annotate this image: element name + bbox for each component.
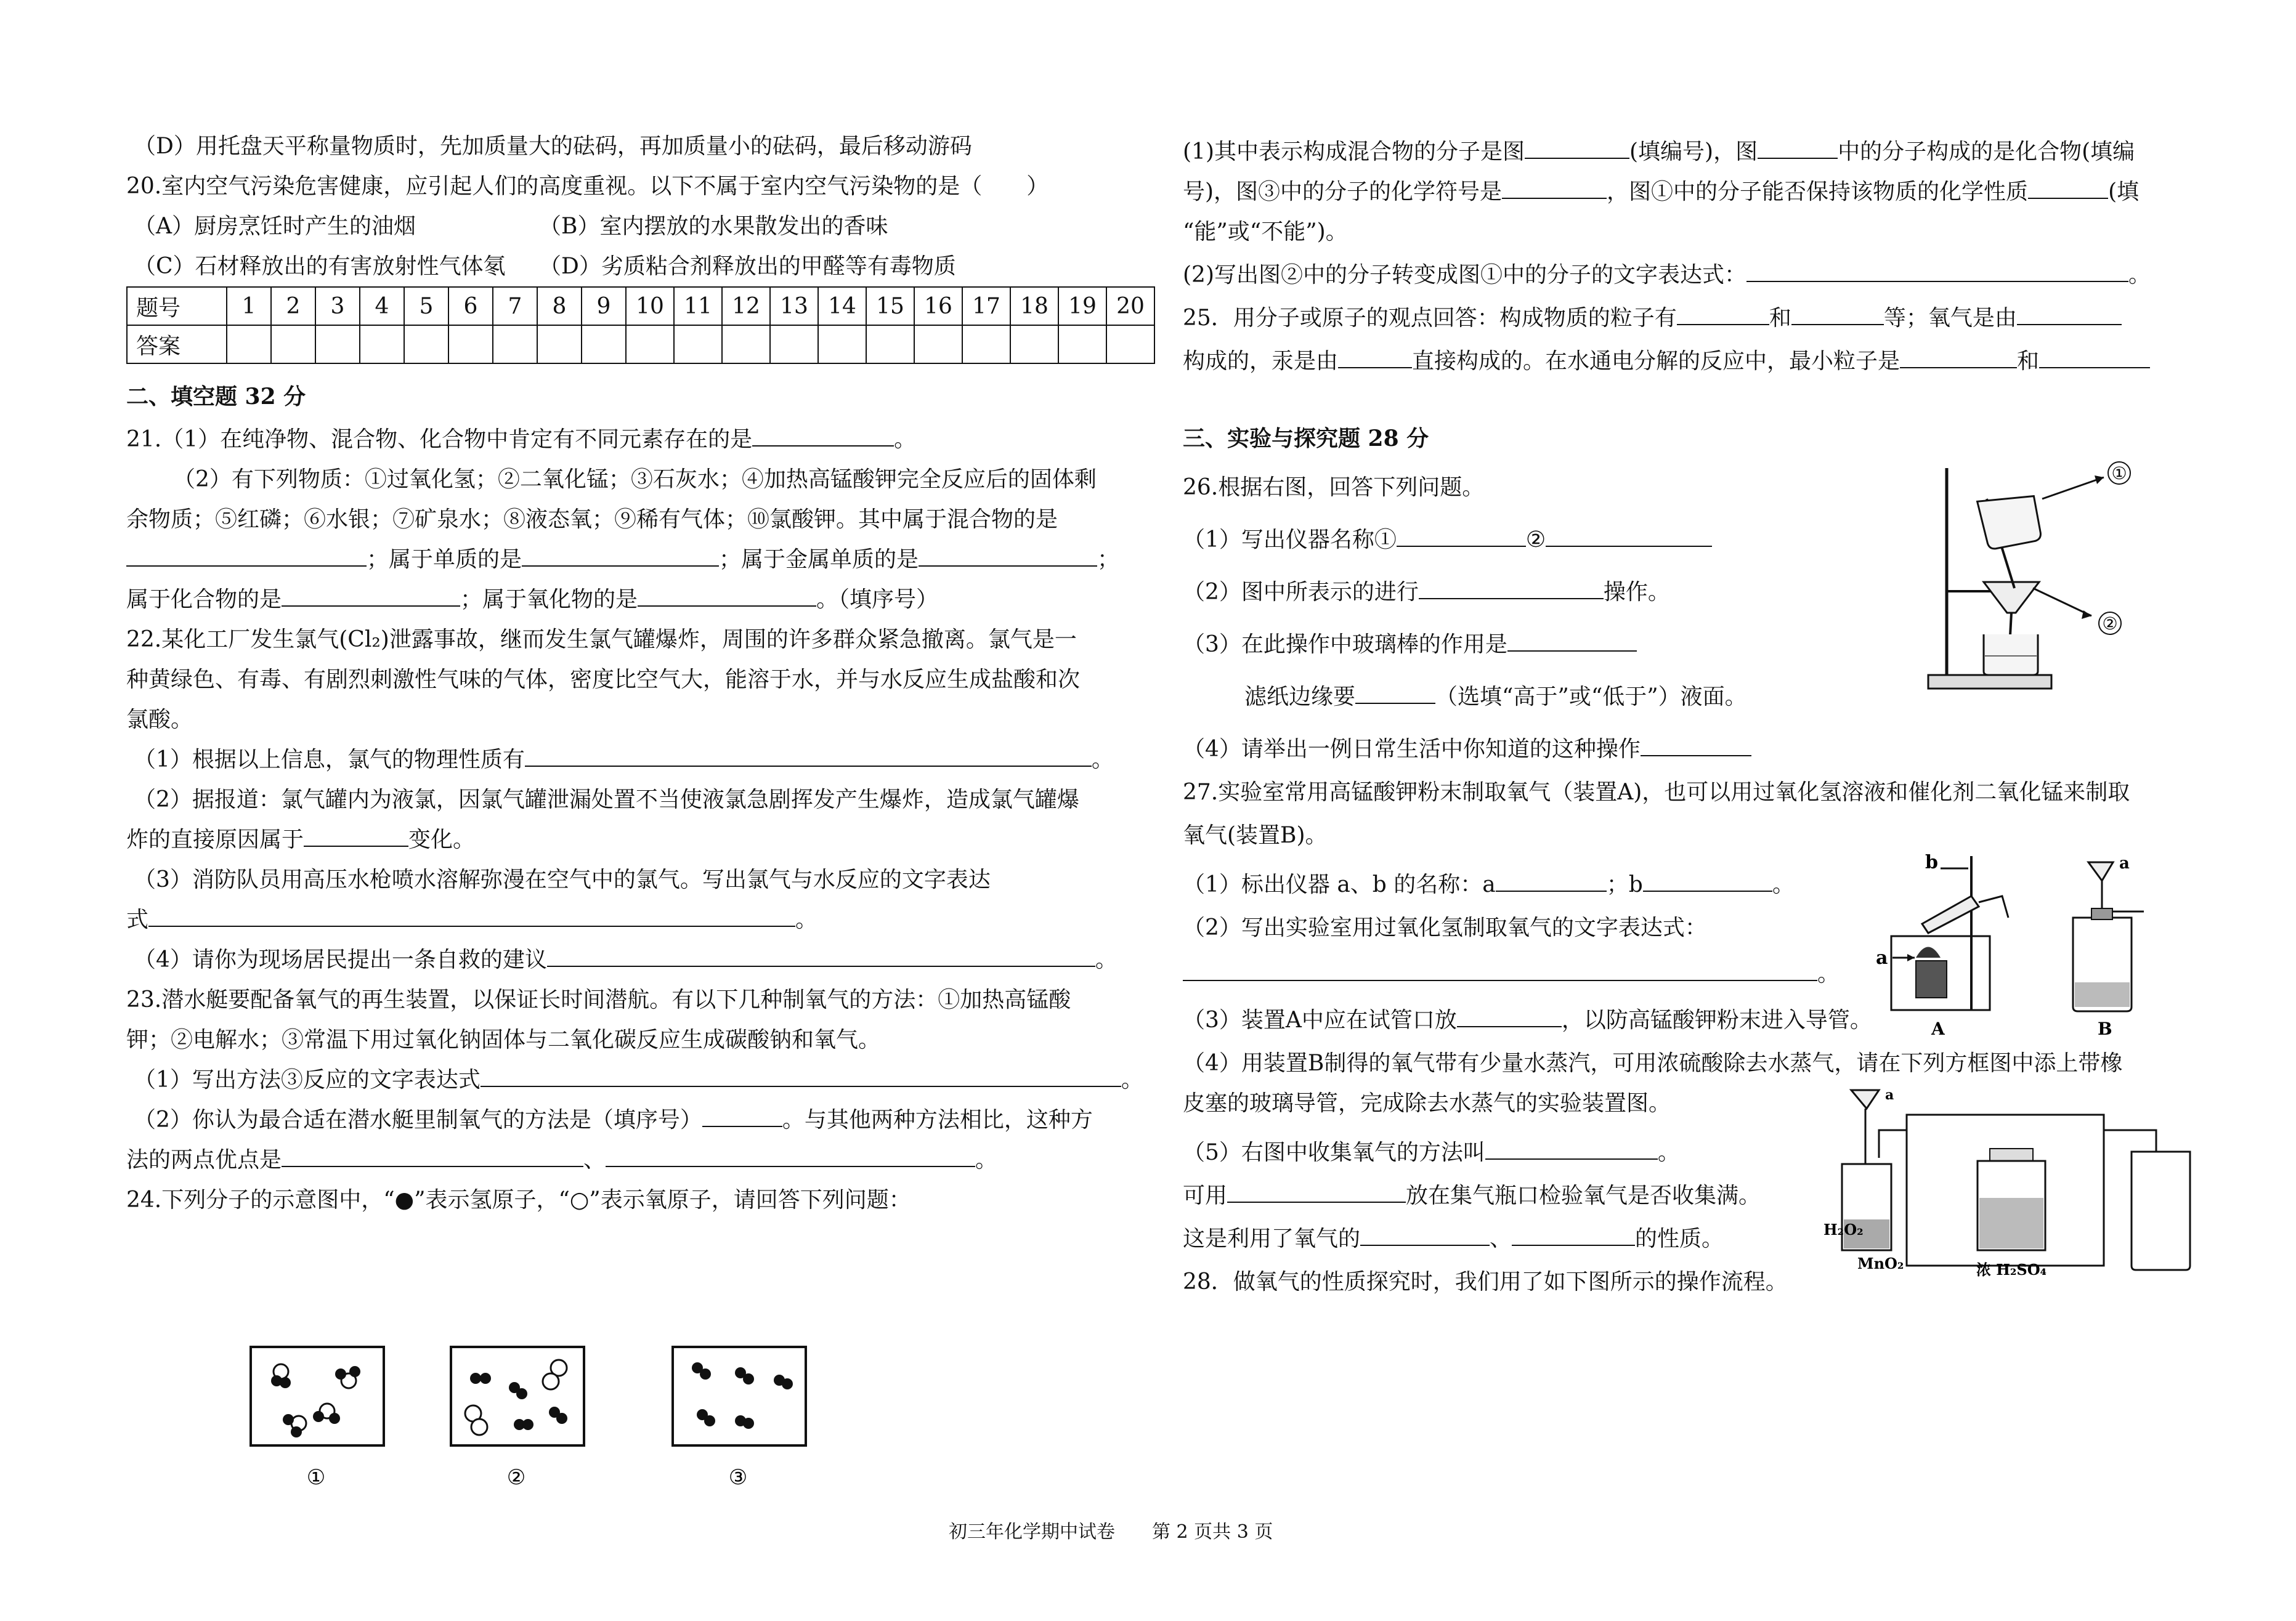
answer-blank[interactable] bbox=[752, 427, 894, 447]
q27-3-text: ，以防高锰酸钾粉末进入导管。 bbox=[1561, 1008, 1872, 1033]
apparatus-ab-diagram bbox=[1876, 850, 2162, 1041]
beaker-top bbox=[1974, 485, 2047, 556]
q22-2-text: 变化。 bbox=[408, 827, 476, 852]
section-2-heading: 二、填空题 32 分 bbox=[126, 384, 306, 410]
drying-bottle bbox=[1976, 1149, 2047, 1279]
answer-cell[interactable] bbox=[448, 325, 493, 363]
table-number: 8 bbox=[537, 287, 582, 325]
answer-cell[interactable] bbox=[271, 325, 315, 363]
answer-cell[interactable] bbox=[404, 325, 448, 363]
label-1: ① bbox=[2111, 463, 2127, 483]
q22-4 bbox=[134, 947, 1118, 974]
answer-blank[interactable] bbox=[638, 587, 816, 607]
q24-1-text: (1)其中表示构成混合物的分子是图 bbox=[1183, 139, 1525, 164]
q24-1-text: 号)，图③中的分子的化学符号是 bbox=[1183, 179, 1503, 204]
table-number: 12 bbox=[722, 287, 770, 325]
answer-blank[interactable] bbox=[304, 827, 408, 847]
q24-1-line3: “能”或“不能”)。 bbox=[1183, 219, 1348, 245]
molecule-diagrams bbox=[249, 1346, 989, 1500]
table-number: 2 bbox=[271, 287, 315, 325]
label-2: ② bbox=[2102, 613, 2118, 634]
label-A: A bbox=[1931, 1019, 1945, 1039]
q27-3 bbox=[1183, 1007, 1872, 1034]
q23-1 bbox=[134, 1067, 1143, 1094]
table-number: 4 bbox=[360, 287, 404, 325]
answer-cell[interactable] bbox=[227, 325, 271, 363]
answer-blank[interactable] bbox=[1360, 1226, 1490, 1246]
answer-blank[interactable] bbox=[547, 947, 1095, 967]
answer-blank[interactable] bbox=[481, 1067, 1121, 1087]
pointer-1 bbox=[2042, 477, 2104, 499]
q21-1 bbox=[126, 426, 916, 453]
q28-stem: 28．做氧气的性质探究时，我们用了如下图所示的操作流程。 bbox=[1183, 1269, 1788, 1295]
q20-stem: 20.室内空气污染危害健康，应引起人们的高度重视。以下不属于室内空气污染物的是（ ） bbox=[126, 174, 1049, 199]
punct: 。 bbox=[1091, 747, 1114, 772]
q24-1-line2 bbox=[1183, 179, 2139, 206]
q26-3-text: 滤纸边缘要 bbox=[1244, 684, 1356, 709]
label-mno2: MnO₂ bbox=[1857, 1255, 1904, 1272]
q23-2-text: 法的两点优点是 bbox=[126, 1147, 282, 1173]
table-number: 18 bbox=[1010, 287, 1058, 325]
fig-label-3: ③ bbox=[728, 1465, 748, 1490]
answer-cell[interactable] bbox=[818, 325, 866, 363]
answer-blank[interactable] bbox=[1641, 737, 1751, 756]
q21-2-line4 bbox=[126, 586, 938, 613]
answer-blank[interactable] bbox=[1496, 872, 1607, 892]
q26-2-text: （2）图中所表示的进行 bbox=[1183, 580, 1419, 605]
q27-5-text: 放在集气瓶口检验氧气是否收集满。 bbox=[1406, 1183, 1761, 1208]
q23-line2: 钾；②电解水；③常温下用过氧化钠固体与二氧化碳反应生成碳酸钠和氧气。 bbox=[126, 1027, 881, 1053]
answer-blank[interactable] bbox=[1183, 961, 1817, 981]
q21-1-text: 21.（1）在纯净物、混合物、化合物中肯定有不同元素存在的是 bbox=[126, 427, 753, 452]
label-b: b bbox=[1925, 852, 1938, 873]
q22-2-line1: （2）据报道：氯气罐内为液氯，因氯气罐泄漏处置不当使液氯急剧挥发产生爆炸，造成氯气罐爆 bbox=[134, 787, 1079, 812]
q27-1-text: ；b bbox=[1606, 872, 1643, 897]
collecting-bottle bbox=[2104, 1130, 2190, 1270]
q25-line1 bbox=[1183, 305, 2122, 332]
footer-page: 第 2 页共 3 页 bbox=[1152, 1521, 1273, 1543]
q21-2-text: ；属于金属单质的是 bbox=[719, 547, 919, 572]
q25-text: 等；氧气是由 bbox=[1883, 305, 2017, 331]
q21-2-text: 。（填序号） bbox=[816, 587, 939, 612]
answer-blank[interactable] bbox=[1457, 1008, 1562, 1027]
q21-2-text: 属于化合物的是 bbox=[126, 587, 282, 612]
q27-3-text: （3）装置A中应在试管口放 bbox=[1183, 1008, 1457, 1033]
punct: 。 bbox=[795, 907, 818, 932]
fig-label-2: ② bbox=[506, 1465, 526, 1490]
q23-2-text: 。与其他两种方法相比，这种方 bbox=[782, 1107, 1093, 1133]
q22-line3: 氯酸。 bbox=[126, 707, 193, 732]
answer-blank[interactable] bbox=[702, 1107, 782, 1127]
q27-line2: 氧气(装置B)。 bbox=[1183, 823, 1328, 848]
answer-blank[interactable] bbox=[148, 907, 795, 927]
q22-3-text: 式 bbox=[126, 907, 149, 932]
q20-option-a: （A）厨房烹饪时产生的油烟 bbox=[134, 214, 416, 239]
q22-4-text: （4）请你为现场居民提出一条自救的建议 bbox=[134, 947, 547, 972]
answer-blank[interactable] bbox=[1791, 305, 1884, 325]
q22-2-line2 bbox=[126, 827, 475, 854]
answer-blank[interactable] bbox=[1485, 1140, 1658, 1160]
answer-blank[interactable] bbox=[1900, 349, 2017, 368]
answer-cell[interactable] bbox=[770, 325, 818, 363]
q25-text: 和 bbox=[1769, 305, 1791, 331]
q22-3-line2 bbox=[126, 907, 817, 934]
label-h2so4: 浓 H₂SO₄ bbox=[1976, 1261, 2047, 1279]
q27-4-line2: 皮塞的玻璃导管，完成除去水蒸气的实验装置图。 bbox=[1183, 1091, 1671, 1116]
answer-cell[interactable] bbox=[1058, 325, 1106, 363]
stand-base bbox=[1928, 675, 2051, 689]
punct: ； bbox=[1097, 547, 1120, 572]
q25-line2 bbox=[1183, 348, 2150, 375]
q27-1-text: （1）标出仪器 a、b 的名称：a bbox=[1183, 872, 1496, 897]
q27-5-line3 bbox=[1183, 1226, 1724, 1253]
punct: 、 bbox=[1490, 1226, 1512, 1251]
punct: 。 bbox=[894, 427, 917, 452]
q22-1-text: （1）根据以上信息，氯气的物理性质有 bbox=[134, 747, 525, 772]
answer-blank[interactable] bbox=[282, 1147, 583, 1167]
table-number: 9 bbox=[582, 287, 626, 325]
answer-table bbox=[126, 286, 1155, 364]
q26-1-text: ② bbox=[1525, 527, 1546, 552]
answer-cell[interactable] bbox=[626, 325, 674, 363]
table-number: 15 bbox=[866, 287, 914, 325]
answer-blank[interactable] bbox=[1512, 1226, 1635, 1246]
answer-cell[interactable] bbox=[315, 325, 360, 363]
q22-line2: 种黄绿色、有毒、有剧烈刺激性气味的气体，密度比空气大，能溶于水，并与水反应生成盐酸和次 bbox=[126, 667, 1081, 692]
table-number: 14 bbox=[818, 287, 866, 325]
apparatus-a bbox=[1876, 852, 2008, 1039]
answer-blank[interactable] bbox=[1502, 179, 1607, 199]
answer-blank[interactable] bbox=[1758, 139, 1838, 159]
molecule-box-3 bbox=[673, 1347, 806, 1445]
answer-blank[interactable] bbox=[525, 747, 1092, 767]
q27-5 bbox=[1183, 1139, 1680, 1166]
q23-1-text: （1）写出方法③反应的文字表达式 bbox=[134, 1067, 481, 1093]
answer-blank[interactable] bbox=[1338, 349, 1412, 368]
section-3-heading: 三、实验与探究题 28 分 bbox=[1183, 426, 1429, 451]
q20-option-b: （B）室内摆放的水果散发出的香味 bbox=[539, 214, 888, 239]
answer-blank[interactable] bbox=[282, 587, 460, 607]
q19-option-d: （D）用托盘天平称量物质时，先加质量大的砝码，再加质量小的砝码，最后移动游码 bbox=[134, 134, 972, 159]
answer-cell[interactable] bbox=[1010, 325, 1058, 363]
q26-3 bbox=[1183, 631, 1637, 658]
q27-line1: 27.实验室常用高锰酸钾粉末制取氧气（装置A)，也可以用过氧化氢溶液和催化剂二氧化锰来制取 bbox=[1183, 780, 2130, 805]
q27-2: （2）写出实验室用过氧化氢制取氧气的文字表达式： bbox=[1183, 915, 1707, 940]
q24-1-text: ，图①中的分子能否保持该物质的化学性质 bbox=[1607, 179, 2029, 204]
pointer-2 bbox=[2033, 588, 2091, 616]
q20-option-d: （D）劣质粘合剂释放出的甲醛等有毒物质 bbox=[539, 254, 956, 279]
answer-blank[interactable] bbox=[1397, 527, 1526, 547]
generator-flask bbox=[1823, 1087, 1907, 1272]
q24-1-text: (填编号)，图 bbox=[1629, 139, 1758, 164]
answer-blank[interactable] bbox=[2028, 179, 2108, 199]
table-number: 5 bbox=[404, 287, 448, 325]
answer-blank[interactable] bbox=[1419, 580, 1604, 599]
label-B: B bbox=[2098, 1019, 2112, 1039]
drying-apparatus-diagram bbox=[1823, 1087, 2218, 1293]
answer-blank[interactable] bbox=[919, 547, 1097, 567]
q26-3b bbox=[1244, 684, 1747, 711]
answer-cell[interactable] bbox=[493, 325, 537, 363]
q24-1-text: (填 bbox=[2108, 179, 2140, 204]
q21-2-line2: 余物质；⑤红磷；⑥水银；⑦矿泉水；⑧液态氧；⑨稀有气体；⑩氯酸钾。其中属于混合物的是 bbox=[126, 507, 1058, 532]
q23-line1: 23.潜水艇要配备氧气的再生装置，以保证长时间潜航。有以下几种制氧气的方法：①加热高锰酸 bbox=[126, 987, 1071, 1013]
q24-stem: 24.下列分子的示意图中，“●”表示氢原子，“○”表示氧原子，请回答下列问题： bbox=[126, 1187, 911, 1213]
q20-option-c: （C）石材释放出的有害放射性气体氡 bbox=[134, 254, 506, 279]
answer-table-answer-row bbox=[127, 325, 1154, 363]
label-a: a bbox=[1885, 1087, 1894, 1103]
q21-2-line1: （2）有下列物质：①过氧化氢；②二氧化锰；③石灰水；④加热高锰酸钾完全反应后的固体剩 bbox=[173, 467, 1097, 492]
punct: 。 bbox=[975, 1147, 998, 1173]
table-number: 13 bbox=[770, 287, 818, 325]
answer-blank[interactable] bbox=[1355, 684, 1435, 704]
punct: 。 bbox=[1121, 1067, 1143, 1093]
q21-2-text: ；属于单质的是 bbox=[367, 547, 522, 572]
answer-cell[interactable] bbox=[537, 325, 582, 363]
q24-1-line1 bbox=[1183, 139, 2135, 166]
answer-blank[interactable] bbox=[126, 547, 367, 567]
q23-2-text: （2）你认为最合适在潜水艇里制氧气的方法是（填序号） bbox=[134, 1107, 702, 1133]
table-number: 6 bbox=[448, 287, 493, 325]
table-number: 10 bbox=[626, 287, 674, 325]
answer-cell[interactable] bbox=[722, 325, 770, 363]
q27-5-text: 的性质。 bbox=[1635, 1226, 1724, 1251]
answer-blank[interactable] bbox=[1227, 1183, 1406, 1203]
q25-text: 构成的，汞是由 bbox=[1183, 349, 1339, 374]
q25-text: 25．用分子或原子的观点回答：构成物质的粒子有 bbox=[1183, 305, 1677, 331]
answer-blank[interactable] bbox=[1677, 305, 1769, 325]
answer-blank[interactable] bbox=[2017, 305, 2122, 325]
q22-3-line1: （3）消防队员用高压水枪喷水溶解弥漫在空气中的氯气。写出氯气与水反应的文字表达 bbox=[134, 867, 991, 892]
answer-cell[interactable] bbox=[674, 325, 722, 363]
answer-table-number-row bbox=[127, 287, 1154, 325]
q27-5-text: 可用 bbox=[1183, 1183, 1228, 1208]
table-number: 11 bbox=[674, 287, 722, 325]
q24-1-text: 中的分子构成的是化合物(填编 bbox=[1838, 139, 2135, 164]
q27-4-line1: （4）用装置B制得的氧气带有少量水蒸汽，可用浓硫酸除去水蒸气，请在下列方框图中添上带橡 bbox=[1183, 1051, 2123, 1076]
q22-1 bbox=[134, 746, 1114, 774]
q21-2-text: ；属于氧化物的是 bbox=[460, 587, 638, 612]
q25-text: 直接构成的。在水通电分解的反应中，最小粒子是 bbox=[1412, 349, 1900, 374]
answer-cell[interactable] bbox=[866, 325, 914, 363]
filtration-diagram bbox=[1916, 456, 2175, 702]
footer-title: 初三年化学期中试卷 bbox=[949, 1521, 1115, 1543]
punct: 。 bbox=[1817, 961, 1840, 987]
answer-cell[interactable] bbox=[914, 325, 962, 363]
molecule-box-1 bbox=[251, 1347, 384, 1445]
q26-2 bbox=[1183, 579, 1670, 606]
table-answer-label: 答案 bbox=[127, 325, 227, 363]
beaker-bottom bbox=[1984, 634, 2038, 675]
q23-2-line2 bbox=[126, 1147, 997, 1174]
answer-blank[interactable] bbox=[1525, 139, 1629, 159]
answer-cell[interactable] bbox=[582, 325, 626, 363]
q26-1 bbox=[1183, 527, 1712, 554]
answer-blank[interactable] bbox=[1507, 632, 1637, 652]
punct: 、 bbox=[583, 1147, 606, 1173]
q26-4 bbox=[1183, 736, 1751, 763]
q27-5-line2 bbox=[1183, 1182, 1761, 1210]
punct: 。 bbox=[1772, 872, 1795, 897]
fig-label-1: ① bbox=[306, 1465, 326, 1490]
q26-2-text: 操作。 bbox=[1603, 580, 1670, 605]
page-footer bbox=[949, 1516, 1310, 1543]
q25-text: 和 bbox=[2017, 349, 2040, 374]
answer-blank[interactable] bbox=[2039, 349, 2150, 368]
table-number: 19 bbox=[1058, 287, 1106, 325]
table-number: 3 bbox=[315, 287, 360, 325]
answer-blank[interactable] bbox=[606, 1147, 975, 1167]
q26-3-text: （3）在此操作中玻璃棒的作用是 bbox=[1183, 632, 1507, 657]
answer-cell[interactable] bbox=[1106, 325, 1154, 363]
q22-2-text: 炸的直接原因属于 bbox=[126, 827, 304, 852]
table-number: 7 bbox=[493, 287, 537, 325]
q24-2 bbox=[1183, 262, 2151, 289]
answer-blank[interactable] bbox=[522, 547, 719, 567]
table-number: 20 bbox=[1106, 287, 1154, 325]
table-head-label: 题号 bbox=[127, 287, 227, 325]
q21-2-line3 bbox=[126, 546, 1119, 573]
q26-stem: 26.根据右图，回答下列问题。 bbox=[1183, 475, 1485, 500]
q26-4-text: （4）请举出一例日常生活中你知道的这种操作 bbox=[1183, 737, 1641, 762]
q26-3-text: （选填“高于”或“低于”）液面。 bbox=[1435, 684, 1747, 709]
q27-1 bbox=[1183, 871, 1795, 899]
q27-2-blank-line bbox=[1183, 961, 1840, 988]
table-number: 17 bbox=[962, 287, 1010, 325]
q24-2-text: (2)写出图②中的分子转变成图①中的分子的文字表达式： bbox=[1183, 262, 1746, 288]
label-a2: a bbox=[2119, 854, 2130, 873]
apparatus-b bbox=[2073, 854, 2144, 1039]
q27-5-text: （5）右图中收集氧气的方法叫 bbox=[1183, 1140, 1485, 1165]
answer-blank[interactable] bbox=[1546, 527, 1712, 547]
funnel bbox=[1984, 582, 2039, 613]
punct: 。 bbox=[2128, 262, 2151, 288]
q22-line1: 22.某化工厂发生氯气(Cl₂)泄露事故，继而发生氯气罐爆炸，周围的许多群众紧急撤离。氯气是一 bbox=[126, 627, 1077, 652]
answer-cell[interactable] bbox=[360, 325, 404, 363]
punct: 。 bbox=[1657, 1140, 1680, 1165]
q27-5-text: 这是利用了氧气的 bbox=[1183, 1226, 1361, 1251]
answer-blank[interactable] bbox=[1746, 262, 2128, 282]
answer-blank[interactable] bbox=[1643, 872, 1772, 892]
q26-1-text: （1）写出仪器名称① bbox=[1183, 527, 1397, 552]
table-number: 1 bbox=[227, 287, 271, 325]
label-h2o2: H₂O₂ bbox=[1823, 1221, 1864, 1239]
answer-cell[interactable] bbox=[962, 325, 1010, 363]
q23-2-line1 bbox=[134, 1107, 1093, 1134]
label-a: a bbox=[1876, 947, 1888, 969]
molecule-box-2 bbox=[451, 1347, 584, 1445]
table-number: 16 bbox=[914, 287, 962, 325]
punct: 。 bbox=[1095, 947, 1118, 972]
